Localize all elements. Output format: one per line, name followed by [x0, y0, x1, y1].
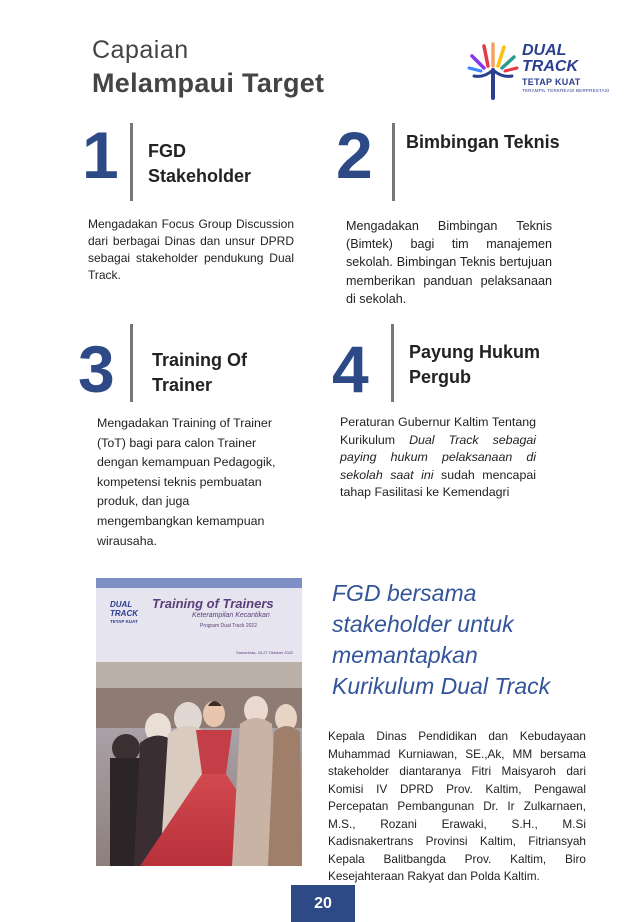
item-3-body-line7: wirausaha. [97, 533, 157, 548]
photo-banner-program: Program Dual Track 2022 [200, 623, 257, 629]
feature-heading-line1: FGD bersama [332, 580, 477, 606]
photo-banner-title: Training of Trainers [152, 596, 274, 611]
item-2-heading: Bimbingan Teknis [406, 132, 560, 152]
page-number: 20 [291, 885, 355, 922]
photo-banner-subtitle: Keterampilan Kecantikan [192, 612, 270, 619]
item-1-heading-line2: Stakeholder [148, 166, 252, 186]
item-3-heading [152, 348, 247, 398]
item-1-divider [130, 123, 133, 201]
logo-tagline: TERAMPIL TERKREASI BERPRESTASI [522, 88, 610, 93]
item-3-body-line3: dengan kemampuan Pedagogik, [97, 455, 276, 470]
item-3-body-line5: produk, dan juga [97, 494, 190, 509]
feature-heading-line3: memantapkan [332, 642, 478, 668]
dual-track-logo [466, 40, 610, 104]
item-1-heading-line1: FGD [148, 141, 186, 161]
item-2-number: 2 [336, 118, 373, 192]
photo-logo-dual: DUAL [110, 600, 133, 609]
dual-track-logo-mark-icon [466, 40, 520, 100]
page-title-line2: Melampaui Target [92, 68, 325, 98]
item-4-heading [409, 340, 540, 390]
feature-body: Kepala Dinas Pendidikan dan Kebudayaan Muhammad Kurniawan, SE.,Ak, MM bersama stakeholder diantaranya Fitri Maisyaroh dari Komisi IV DPRD Prov. Kaltim, Pengawal Percepatan Pembangunan Dr. Ir Zulkarnaen, M.S., Rozani Erawaki, S.H., M.Si Kadisnakertrans Provinsi Kaltim, Fitriansyah Kepala Balitbangda Prov. Kaltim, Biro Kesejahteraan Rakyat dan Polda Kaltim. [328, 729, 586, 883]
photo-banner-logo [100, 594, 138, 628]
item-2-divider [392, 123, 395, 201]
item-4-heading-line2: Pergub [409, 367, 472, 387]
logo-text-tetap-kuat: TETAP KUAT [522, 77, 581, 87]
item-3-body-line6: mengembangkan kemampuan [97, 513, 265, 528]
event-photo [96, 578, 302, 866]
photo-logo-tetap-kuat: TETAP KUAT [110, 619, 138, 624]
feature-heading-line2: stakeholder untuk [332, 611, 514, 637]
item-2-body: Mengadakan Bimbingan Teknis (Bimtek) bagi tim manajemen sekolah. Bimbingan Teknis bertujuan memberikan panduan pelaksanaan di sekolah. [346, 219, 552, 306]
item-1-heading [148, 139, 251, 189]
item-4-divider [391, 324, 394, 402]
item-1-number: 1 [82, 118, 119, 192]
logo-text-track: TRACK [522, 58, 578, 75]
photo-logo-track: TRACK [110, 609, 138, 618]
item-3-heading-line2: Trainer [152, 375, 213, 395]
item-3-number: 3 [78, 332, 115, 406]
item-4-number: 4 [332, 332, 369, 406]
item-3-heading-line1: Training Of [152, 350, 248, 370]
item-3-body-line4: kompetensi teknis pembuatan [97, 474, 262, 489]
page-title-line1: Capaian [92, 36, 189, 64]
photo-banner-date: Samarinda, 24-27 Oktober 2022 [236, 650, 294, 655]
item-3-body-line1: Mengadakan Training of Trainer [97, 416, 272, 430]
logo-text-dual: DUAL [522, 42, 567, 59]
item-4-heading-line1: Payung Hukum [409, 342, 541, 362]
item-4-body-italic: Dual Track sebagai paying hukum pelaksanaan di sekolah saat ini [340, 432, 536, 482]
item-4-body-normal1: Peraturan Gubernur Kaltim Tentang Kurikulum [340, 415, 536, 447]
feature-heading [332, 578, 550, 702]
item-4-body [340, 414, 536, 502]
item-3-body [97, 414, 307, 551]
feature-heading-line4: Kurikulum Dual Track [332, 673, 551, 699]
item-3-divider [130, 324, 133, 402]
item-4-body-normal2: sudah mencapai tahap Fasilitasi ke Kemendagri [340, 467, 536, 500]
item-3-body-line2: (ToT) bagi para calon Trainer [97, 435, 257, 450]
item-1-body: Mengadakan Focus Group Discussion dari berbagai Dinas dan unsur DPRD sebagai stakeholder pendukung Dual Track. [88, 217, 294, 282]
